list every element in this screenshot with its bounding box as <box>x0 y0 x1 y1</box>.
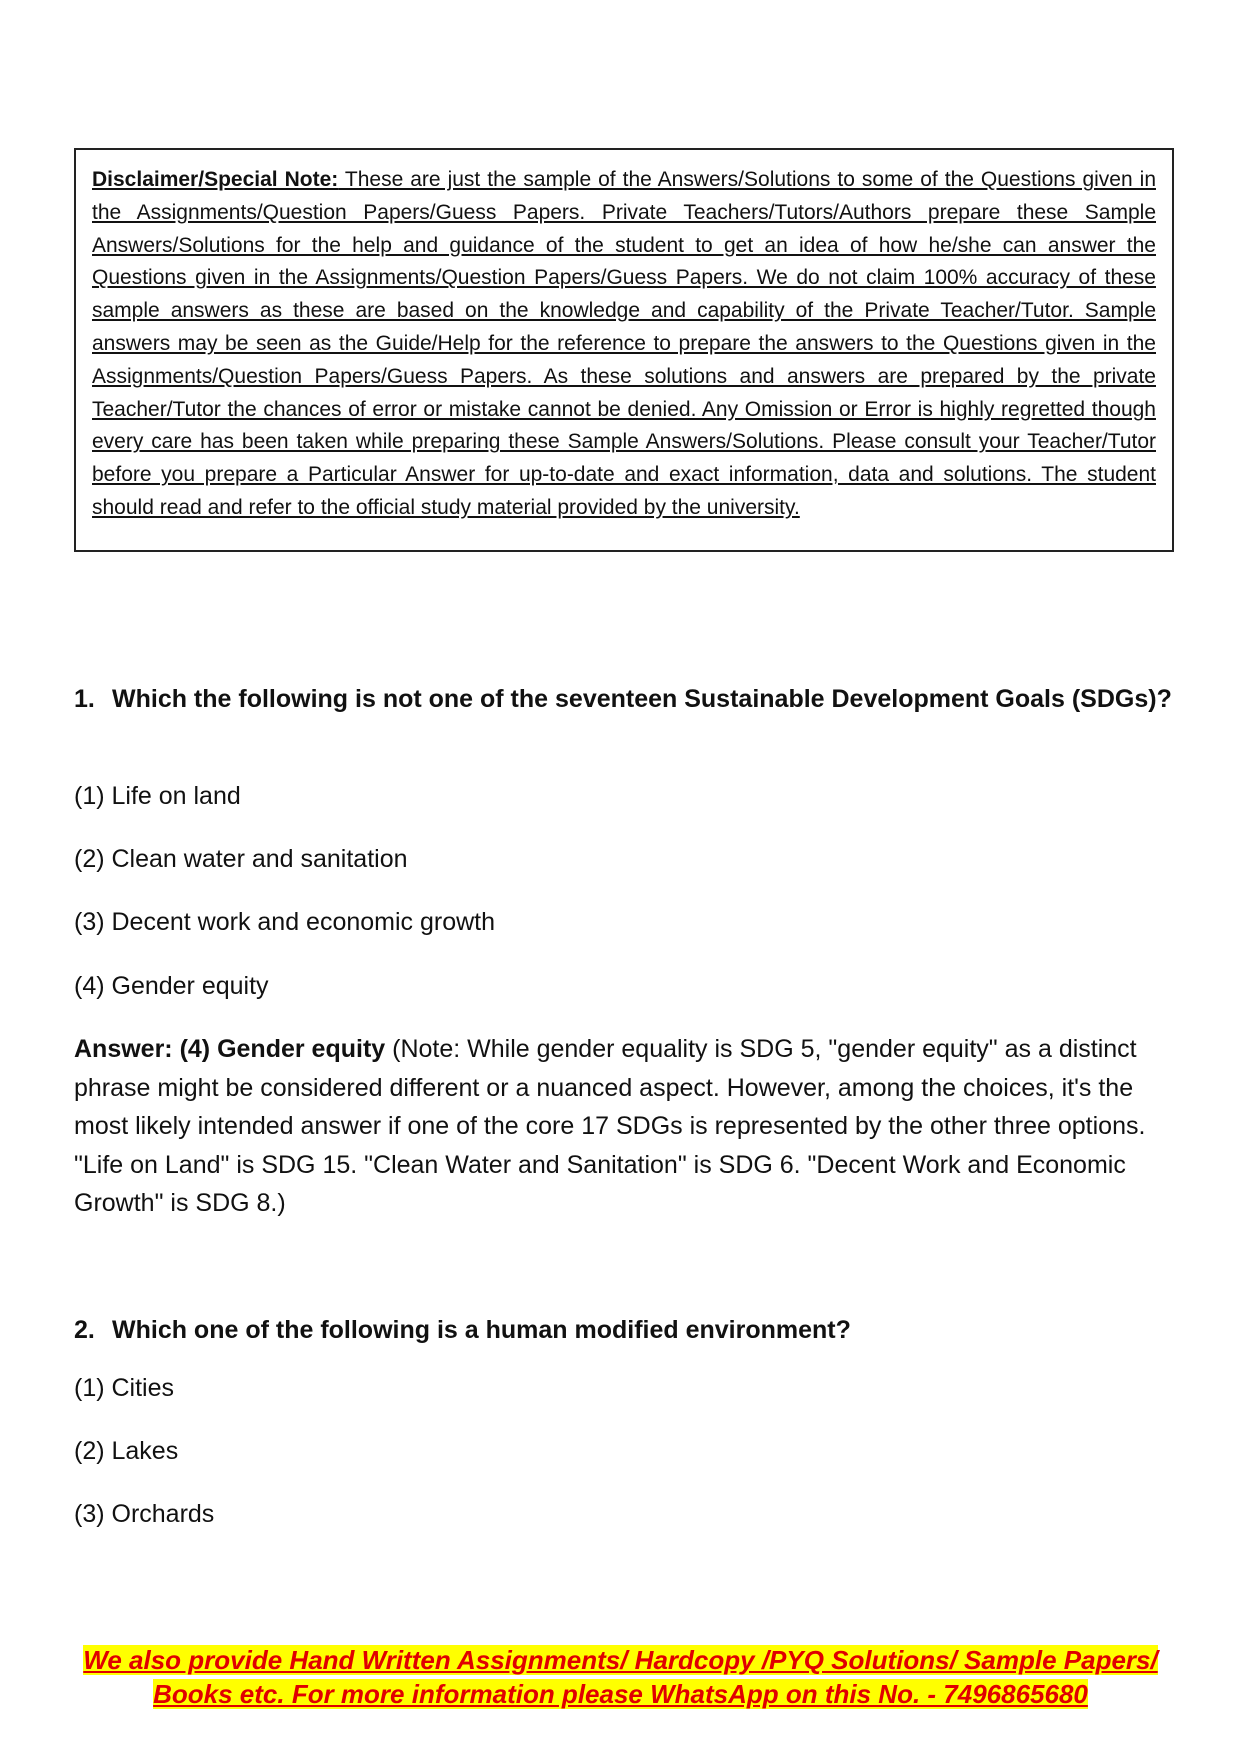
question-2-option-2: (2) Lakes <box>74 1437 179 1465</box>
question-1-option-3: (3) Decent work and economic growth <box>74 908 496 936</box>
question-2 <box>74 1311 1174 1349</box>
question-1-option-1: (1) Life on land <box>74 782 241 810</box>
promo-line-2: Books etc. For more information please WhatsApp on this No. - 7496865680 <box>153 1679 1088 1709</box>
promo-line-1: We also provide Hand Written Assignments/ Hardcopy /PYQ Solutions/ Sample Papers/ <box>83 1645 1158 1675</box>
question-2-option-3: (3) Orchards <box>74 1500 215 1528</box>
question-1-number: 1. <box>74 685 95 713</box>
question-1 <box>74 680 1174 718</box>
disclaimer-text: These are just the sample of the Answers/Solutions to some of the Questions given in the Assignments/Question Papers/Guess Papers. Private Teachers/Tutors/Authors prepare these Sample Answers/Solutions for the help and guidance of the student to get an idea of how he/she can answer the Questions given in the Assignments/Question Papers/Guess Papers. We do not claim 100% accuracy of these sample answers as these are based on the knowledge and capability of the Private Teacher/Tutor. Sample answers may be seen as the Guide/Help for the reference to prepare the answers to the Questions given in the Assignments/Question Papers/Guess Papers. As these solutions and answers are prepared by the private Teacher/Tutor the chances of error or mistake cannot be denied. Any Omission or Error is highly regretted though every care has been taken while preparing these Sample Answers/Solutions. Please consult your Teacher/Tutor before you prepare a Particular Answer for up-to-date and exact information, data and solutions. The student should read and refer to the official study material provided by the university. <box>92 168 1156 519</box>
promo-footer <box>0 1643 1241 1711</box>
answer-note: (Note: While gender equality is SDG 5, "gender equity" as a distinct phrase might be considered different or a nuanced aspect. However, among the choices, it's the most likely intended answer if one of the core 17 SDGs is represented by the other three options. "Life on Land" is SDG 15. "Clean Water and Sanitation" is SDG 6. "Decent Work and Economic Growth" is SDG 8.) <box>74 1035 1146 1217</box>
question-1-answer <box>74 1030 1174 1223</box>
question-2-option-1: (1) Cities <box>74 1374 175 1402</box>
question-1-text: Which the following is not one of the seventeen Sustainable Development Goals (SDGs)? <box>112 685 1172 713</box>
disclaimer-title: Disclaimer/Special Note: <box>92 168 339 191</box>
disclaimer-box <box>74 148 1174 552</box>
question-1-option-4: (4) Gender equity <box>74 972 269 1000</box>
question-2-number: 2. <box>74 1316 95 1344</box>
answer-label: Answer: (4) Gender equity <box>74 1035 386 1063</box>
question-2-text: Which one of the following is a human modified environment? <box>112 1316 851 1344</box>
question-1-option-2: (2) Clean water and sanitation <box>74 845 408 873</box>
